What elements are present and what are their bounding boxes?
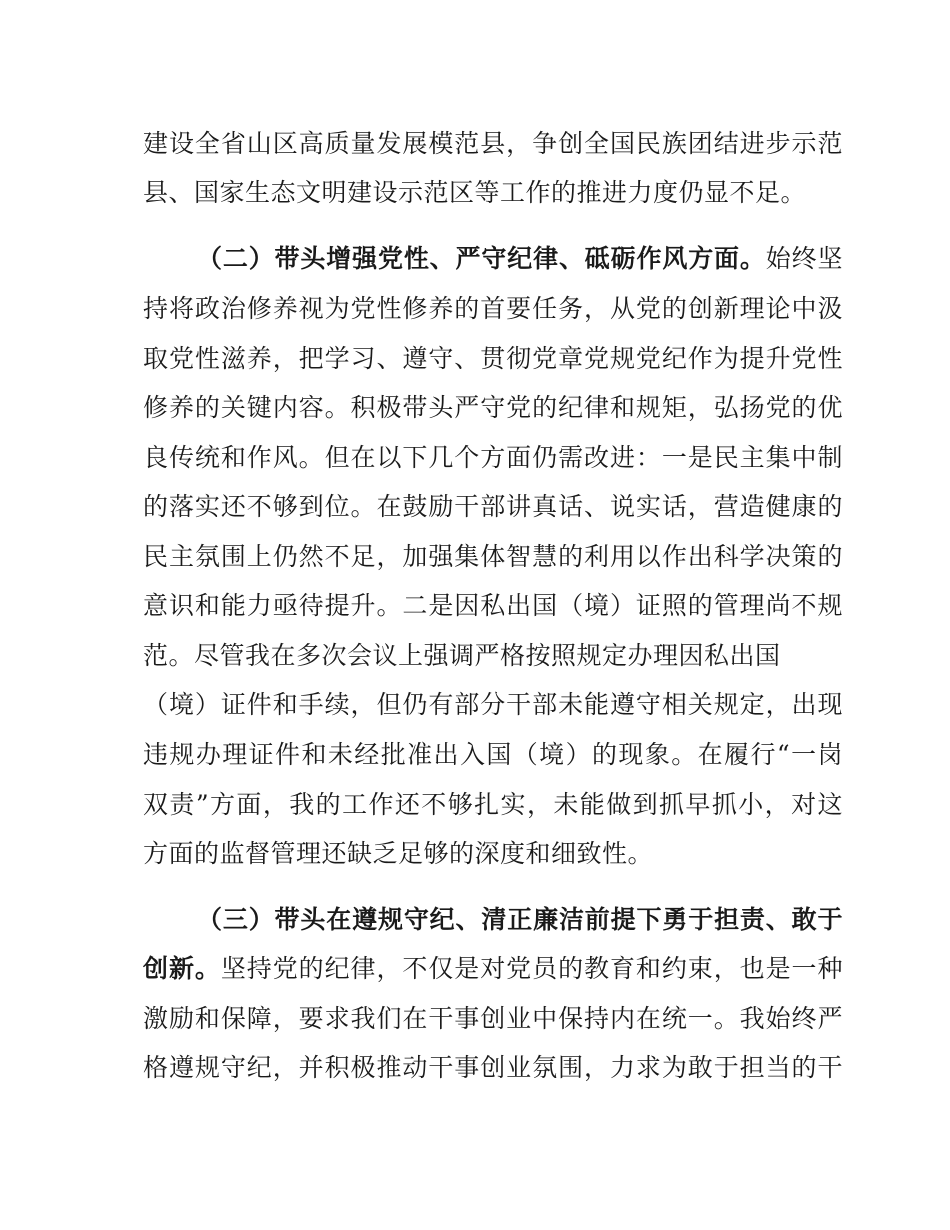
text-line: 的落实还不够到位。在鼓励干部讲真话、说实话，营造健康的 <box>143 492 843 521</box>
section-2-heading: （二）带头增强党性、严守纪律、砥砺作风方面。 <box>197 244 766 273</box>
section-3-heading-end: 创新。 <box>143 954 221 983</box>
text-line: 范。尽管我在多次会议上强调严格按照规定办理因私出国 <box>143 641 781 670</box>
text-line: 激励和保障，要求我们在干事创业中保持内在统一。我始终严 <box>143 1004 843 1033</box>
text-line: 持将政治修养视为党性修养的首要任务，从党的创新理论中汲 <box>143 294 843 323</box>
text-line: 修养的关键内容。积极带头严守党的纪律和规矩，弘扬党的优 <box>143 393 843 422</box>
text-line: 格遵规守纪，并积极推动干事创业氛围，力求为敢于担当的干 <box>143 1053 843 1082</box>
text-line: 意识和能力亟待提升。二是因私出国（境）证照的管理尚不规 <box>143 591 843 620</box>
section-3-second-line <box>143 951 843 987</box>
text-line: （境）证件和手续，但仍有部分干部未能遵守相关规定，出现 <box>143 690 843 719</box>
text-line: 县、国家生态文明建设示范区等工作的推进力度仍显不足。 <box>143 178 807 207</box>
text-line: 取党性滋养，把学习、遵守、贯彻党章党规党纪作为提升党性 <box>143 344 843 373</box>
text-line: 方面的监督管理还缺乏足够的深度和细致性。 <box>143 839 654 868</box>
text-line: 双责”方面，我的工作还不够扎实，未能做到抓早抓小，对这 <box>143 790 843 819</box>
section-3-tail: 坚持党的纪律，不仅是对党员的教育和约束，也是一种 <box>220 954 843 983</box>
section-2-tail: 始终坚 <box>765 244 843 273</box>
text-line: 民主氛围上仍然不足，加强集体智慧的利用以作出科学决策的 <box>143 542 843 571</box>
text-line: 建设全省山区高质量发展模范县，争创全国民族团结进步示范 <box>143 129 843 158</box>
section-3-heading: （三）带头在遵规守纪、清正廉洁前提下勇于担责、敢于 <box>197 905 843 934</box>
text-line: 良传统和作风。但在以下几个方面仍需改进：一是民主集中制 <box>143 443 843 472</box>
section-2-first-line <box>197 241 843 277</box>
text-line: 违规办理证件和未经批准出入国（境）的现象。在履行“一岗 <box>143 740 843 769</box>
